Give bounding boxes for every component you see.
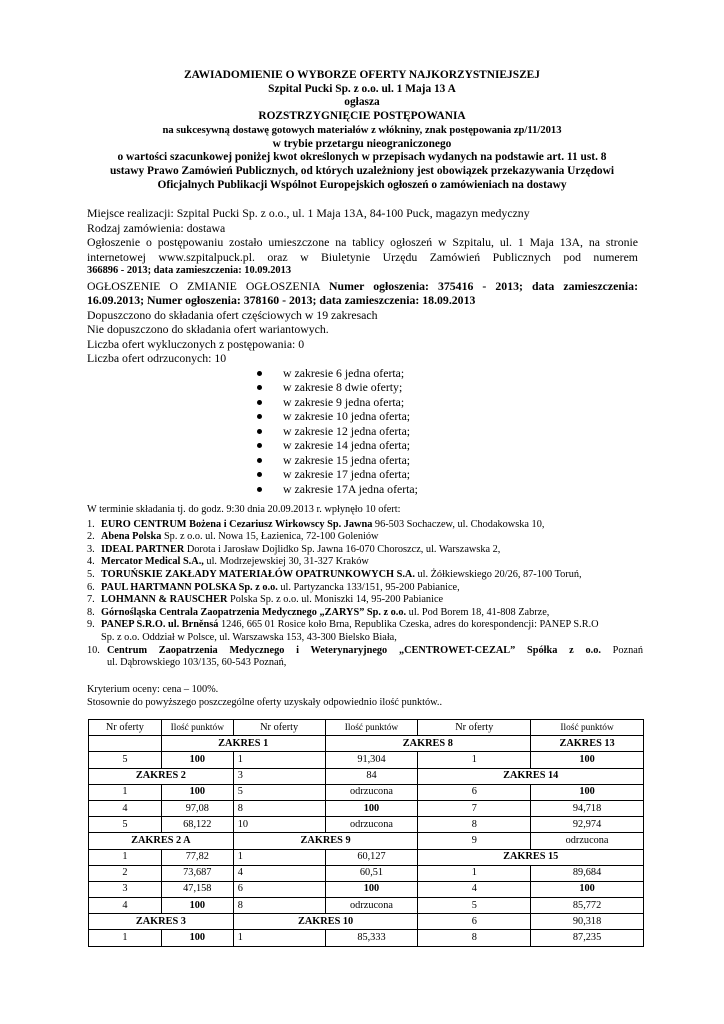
table-row: [89, 800, 644, 816]
offer-item: 10. Centrum Zaopatrzenia Medycznego i Weterynaryjnego „CENTROWET-CEZAL” Spółka z o.o. Poznań ul. Dąbrowskiego 103/135, 60-543 Poznań,: [87, 644, 643, 669]
range-header-cell: ZAKRES 10: [233, 914, 418, 930]
info-section: [87, 206, 638, 496]
table-cell: 1: [418, 752, 531, 768]
table-cell: 68,122: [161, 817, 233, 833]
table-cell: 5: [89, 817, 162, 833]
table-cell: 4: [89, 898, 162, 914]
list-item: w zakresie 17 jedna oferta;: [257, 467, 638, 482]
info-change-bold: Numer ogłoszenia: 375416 - 2013; data zamieszczenia:: [329, 278, 639, 293]
bullet-icon: [257, 443, 262, 448]
list-item: w zakresie 6 jedna oferta;: [257, 366, 638, 381]
table-row: [89, 849, 644, 865]
info-notice-line-1: Ogłoszenie o postępowaniu zostało umieszczone na tablicy ogłoszeń w Szpitalu, ul. 1 Maja 13A, na stronie: [87, 235, 638, 249]
table-cell: 6: [418, 914, 531, 930]
offer-item: 8. Górnośląska Centrala Zaopatrzenia Medycznego „ZARYS” Sp. z o.o. ul. Pod Borem 18, 41-808 Zabrze,: [87, 606, 550, 618]
header-title: ZAWIADOMIENIE O WYBORZE OFERTY NAJKORZYSTNIEJSZEJ: [184, 69, 540, 81]
range-header-cell: ZAKRES 13: [531, 736, 644, 752]
bullet-icon: [257, 414, 262, 419]
table-cell: 8: [418, 817, 531, 833]
info-type: Rodzaj zamówienia: dostawa: [87, 220, 226, 235]
rejected-list: [257, 366, 638, 497]
table-row: [89, 768, 644, 784]
table-cell: 100: [531, 784, 644, 800]
table-cell: 1: [89, 849, 162, 865]
bullet-icon: [257, 400, 262, 405]
table-cell: 85,772: [531, 898, 644, 914]
table-cell: 100: [161, 898, 233, 914]
criteria-section: [87, 684, 643, 710]
table-cell: 9: [418, 833, 531, 849]
range-header-cell: ZAKRES 2 A: [89, 833, 234, 849]
range-header-cell: ZAKRES 15: [418, 849, 644, 865]
list-item: w zakresie 10 jedna oferta;: [257, 409, 638, 424]
info-notice-line-2: internetowej www.szpitalpuck.pl. oraz w Biuletynie Urzędu Zamówień Publicznych pod numerem: [87, 249, 638, 264]
header-value-line-2: ustawy Prawo Zamówień Publicznych, od których uzależniony jest obowiązek przekazywania Urzędowi: [109, 164, 614, 177]
table-cell: 10: [233, 817, 325, 833]
header-value-line-3: Oficjalnych Publikacji Wspólnot Europejskich ogłoszeń o zamówieniach na dostawy: [157, 178, 567, 191]
table-cell: 1: [233, 752, 325, 768]
table-cell: odrzucona: [531, 833, 644, 849]
table-cell: 92,974: [531, 817, 644, 833]
table-cell: 90,318: [531, 914, 644, 930]
table-cell: 3: [233, 768, 325, 784]
table-cell: [89, 736, 162, 752]
table-row: [89, 865, 644, 881]
table-row: [89, 736, 644, 752]
header-offer-number: Nr oferty: [89, 720, 162, 736]
table-row: [89, 784, 644, 800]
range-header-cell: ZAKRES 1: [161, 736, 325, 752]
list-item: w zakresie 8 dwie oferty;: [257, 380, 638, 395]
offer-item: 1. EURO CENTRUM Bożena i Cezariusz Wirkowscy Sp. Jawna 96-503 Sochaczew, ul. Chodakowska 10,: [87, 518, 545, 530]
table-cell: 87,235: [531, 930, 644, 946]
header-points: Ilość punktów: [325, 720, 418, 736]
bullet-icon: [257, 429, 262, 434]
offer-item: 7. LOHMANN & RAUSCHER Polska Sp. z o.o. ul. Moniszki 14, 95-200 Pabianice: [87, 594, 444, 606]
list-item: w zakresie 9 jedna oferta;: [257, 395, 638, 410]
table-cell: 60,51: [325, 865, 418, 881]
table-cell: 7: [418, 800, 531, 816]
bullet-icon: [257, 458, 262, 463]
table-cell: 5: [418, 898, 531, 914]
table-cell: 1: [233, 930, 325, 946]
header-resolution: ROZSTRZYGNIĘCIE POSTĘPOWANIA: [258, 110, 466, 123]
offer-item: 9. PANEP S.R.O. ul. Brněnsá 1246, 665 01 Rosice koło Brna, Republika Czeska, adres do korespondencji: PANEP S.R.O Sp. z o.o. Oddział w Polsce, ul. Warszawska 153, 43-300 Bielsko Biała,: [87, 619, 599, 643]
table-row: [89, 898, 644, 914]
table-cell: 100: [531, 881, 644, 897]
bullet-icon: [257, 487, 262, 492]
offer-item: 2. Abena Polska Sp. z o.o. ul. Nowa 15, Łazienica, 72-100 Goleniów: [87, 531, 379, 543]
offers-intro: W terminie składania tj. do godz. 9:30 dnia 20.09.2013 r. wpłynęło 10 ofert:: [87, 504, 401, 515]
list-item: w zakresie 12 jedna oferta;: [257, 424, 638, 439]
table-cell: 6: [233, 881, 325, 897]
table-cell: 77,82: [161, 849, 233, 865]
table-cell: 47,158: [161, 881, 233, 897]
table-row: [89, 930, 644, 946]
table-cell: 1: [89, 930, 162, 946]
table-cell: 6: [418, 784, 531, 800]
header-offer-number: Nr oferty: [233, 720, 325, 736]
offer-item: 4. Mercator Medical S.A., ul. Modrzejewskiej 30, 31-327 Kraków: [87, 556, 369, 568]
range-header-cell: ZAKRES 3: [89, 914, 234, 930]
table-cell: 91,304: [325, 752, 418, 768]
bullet-icon: [257, 385, 262, 390]
info-notice-line-3: 366896 - 2013; data zamieszczenia: 10.09.2013: [87, 265, 292, 276]
table-cell: 84: [325, 768, 418, 784]
table-cell: 94,718: [531, 800, 644, 816]
table-cell: 3: [89, 881, 162, 897]
info-place: Miejsce realizacji: Szpital Pucki Sp. z o.o., ul. 1 Maja 13A, 84-100 Puck, magazyn medyczny: [87, 206, 530, 220]
list-item: w zakresie 15 jedna oferta;: [257, 453, 638, 468]
list-item: w zakresie 14 jedna oferta;: [257, 438, 638, 453]
criteria-line: Kryterium oceny: cena – 100%.: [87, 684, 219, 695]
table-cell: 73,687: [161, 865, 233, 881]
table-cell: 100: [531, 752, 644, 768]
info-change-line-1: [87, 279, 638, 294]
table-cell: odrzucona: [325, 898, 418, 914]
range-header-cell: ZAKRES 8: [325, 736, 531, 752]
header-mode: w trybie przetargu nieograniczonego: [272, 137, 452, 150]
offer-item: 6. PAUL HARTMANN POLSKA Sp. z o.o. ul. Partyzancka 133/151, 95-200 Pabianice,: [87, 581, 460, 593]
table-cell: 1: [89, 784, 162, 800]
header-points: Ilość punktów: [531, 720, 644, 736]
info-change-line-2: 16.09.2013; Numer ogłoszenia: 378160 - 2013; data zamieszczenia: 18.09.2013: [87, 293, 476, 307]
header-subject: na sukcesywną dostawę gotowych materiałów z włókniny, znak postępowania zp/11/2013: [162, 124, 562, 136]
table-row: [89, 881, 644, 897]
table-cell: 1: [418, 865, 531, 881]
table-cell: 5: [89, 752, 162, 768]
info-change-prefix: OGŁOSZENIE O ZMIANIE OGŁOSZENIA: [87, 278, 320, 293]
info-rejected: Liczba ofert odrzuconych: 10: [87, 351, 227, 365]
info-excluded: Liczba ofert wykluczonych z postępowania: 0: [87, 336, 305, 351]
table-row: [89, 914, 644, 930]
header-issuer: Szpital Pucki Sp. z o.o. ul. 1 Maja 13 A: [268, 82, 456, 95]
table-cell: 100: [161, 752, 233, 768]
info-variants: Nie dopuszczono do składania ofert wariantowych.: [87, 322, 329, 336]
table-cell: 8: [233, 800, 325, 816]
header-points: Ilość punktów: [161, 720, 233, 736]
header-offer-number: Nr oferty: [418, 720, 531, 736]
table-cell: 100: [161, 784, 233, 800]
table-cell: 4: [418, 881, 531, 897]
scores-table: [88, 719, 644, 947]
table-cell: 100: [325, 800, 418, 816]
bullet-icon: [257, 472, 262, 477]
table-cell: 100: [325, 881, 418, 897]
range-header-cell: ZAKRES 2: [89, 768, 234, 784]
table-row: [89, 833, 644, 849]
list-item: w zakresie 17A jedna oferta;: [257, 482, 638, 497]
header-announces: ogłasza: [344, 96, 380, 109]
table-cell: 2: [89, 865, 162, 881]
header-value-line-1: o wartości szacunkowej poniżej kwot określonych w przepisach wydanych na podstawie art. 11 ust. 8: [117, 151, 607, 164]
info-partial: Dopuszczono do składania ofert częściowych w 19 zakresach: [87, 307, 378, 322]
table-cell: 60,127: [325, 849, 418, 865]
table-row: [89, 752, 644, 768]
document-header: [60, 69, 664, 192]
criteria-description: Stosownie do powyższego poszczególne oferty uzyskały odpowiednio ilość punktów..: [87, 696, 443, 708]
table-cell: 4: [233, 865, 325, 881]
table-cell: 100: [161, 930, 233, 946]
table-header-row: [89, 720, 644, 736]
table-cell: 8: [418, 930, 531, 946]
table-row: [89, 817, 644, 833]
table-cell: 8: [233, 898, 325, 914]
offer-item: 5. TORUŃSKIE ZAKŁADY MATERIAŁÓW OPATRUNKOWYCH S.A. ul. Żółkiewskiego 20/26, 87-100 Toruń,: [87, 568, 582, 580]
table-cell: odrzucona: [325, 817, 418, 833]
table-cell: 89,684: [531, 865, 644, 881]
range-header-cell: ZAKRES 14: [418, 768, 644, 784]
bullet-icon: [257, 371, 262, 376]
table-cell: 1: [233, 849, 325, 865]
offer-item: 3. IDEAL PARTNER Dorota i Jarosław Dojlidko Sp. Jawna 16-070 Choroszcz, ul. Warszawska 2,: [87, 543, 501, 555]
table-cell: odrzucona: [325, 784, 418, 800]
offers-section: [87, 504, 643, 670]
table-cell: 97,08: [161, 800, 233, 816]
table-cell: 5: [233, 784, 325, 800]
range-header-cell: ZAKRES 9: [233, 833, 418, 849]
table-cell: 4: [89, 800, 162, 816]
table-cell: 85,333: [325, 930, 418, 946]
